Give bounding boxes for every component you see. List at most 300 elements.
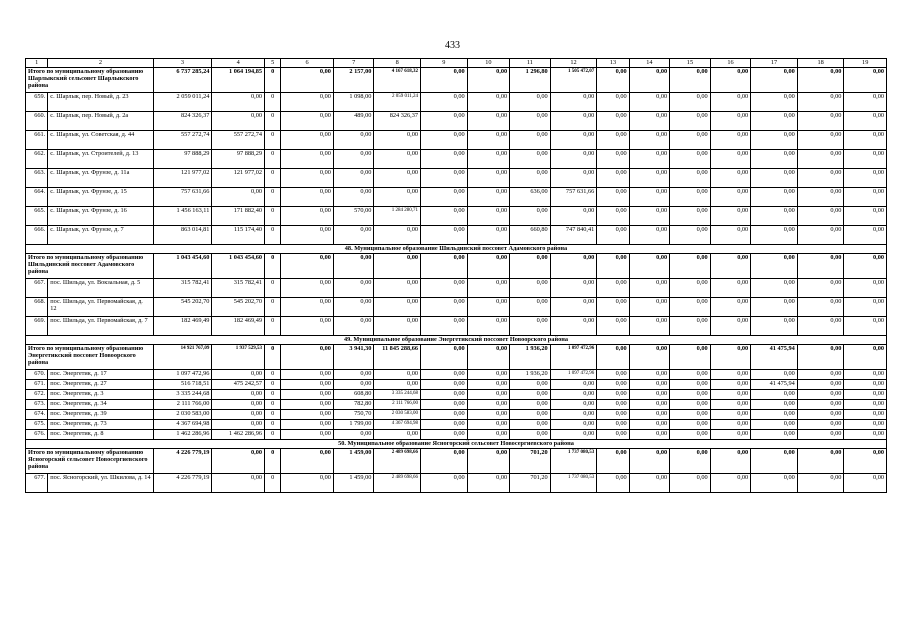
table-cell: 0,00 <box>374 254 421 279</box>
table-cell: 4 167 618,32 <box>374 68 421 93</box>
table-cell: 1 <box>26 59 48 68</box>
table-cell: Итого по муниципальному образованию Энергетикский поссовет Новоорского района <box>26 345 154 370</box>
table-cell: 0,00 <box>281 68 334 93</box>
table-cell: пос. Энергетик, д. 73 <box>48 420 153 430</box>
table-cell: 0,00 <box>844 68 887 93</box>
table-cell: 0,00 <box>597 254 629 279</box>
table-cell: 0,00 <box>710 380 751 390</box>
table-cell: 48. Муниципальное образование Шильдинский поссовет Адамовского района <box>26 245 887 254</box>
table-cell: 0,00 <box>510 207 551 226</box>
table-cell: 0,00 <box>374 131 421 150</box>
table-cell: пос. Энергетик, д. 39 <box>48 410 153 420</box>
table-cell: 0,00 <box>467 279 510 298</box>
table-cell: 0,00 <box>670 93 711 112</box>
table-cell: 3 335 244,68 <box>374 390 421 400</box>
table-cell: 0,00 <box>550 279 597 298</box>
table-cell: 701,20 <box>510 474 551 493</box>
table-cell: 0,00 <box>212 370 265 380</box>
table-cell: 0,00 <box>797 430 844 440</box>
table-row <box>26 317 887 336</box>
table-cell: 0,00 <box>550 207 597 226</box>
table-cell: 676. <box>26 430 48 440</box>
table-cell: 182 469,49 <box>212 317 265 336</box>
table-cell: 0,00 <box>510 400 551 410</box>
table-cell: 0,00 <box>333 430 374 440</box>
total-row <box>26 449 887 474</box>
table-cell: 1 937 529,53 <box>212 345 265 370</box>
table-cell: 0,00 <box>844 112 887 131</box>
table-cell: 0,00 <box>510 380 551 390</box>
table-cell: 0 <box>265 169 281 188</box>
table-cell: 0,00 <box>333 370 374 380</box>
table-cell: 0,00 <box>333 226 374 245</box>
table-cell: 0,00 <box>844 420 887 430</box>
table-cell: 0,00 <box>333 254 374 279</box>
table-cell: 50. Муниципальное образование Ясногорский сельсовет Новосергиевского района <box>26 440 887 449</box>
table-cell: 41 475,94 <box>751 345 798 370</box>
table-cell: с. Шарлык, ул. Советская, д. 44 <box>48 131 153 150</box>
table-cell: 0,00 <box>467 188 510 207</box>
table-cell: 0,00 <box>844 345 887 370</box>
table-cell: 0,00 <box>670 345 711 370</box>
table-cell: 0,00 <box>751 317 798 336</box>
table-cell: 0,00 <box>710 430 751 440</box>
table-cell: 0,00 <box>751 68 798 93</box>
table-cell: 0,00 <box>710 112 751 131</box>
table-cell: 0,00 <box>797 370 844 380</box>
table-cell: 0,00 <box>710 449 751 474</box>
table-row <box>26 420 887 430</box>
table-cell: 3 335 244,68 <box>153 390 212 400</box>
table-cell: 0,00 <box>797 254 844 279</box>
table-cell: 0,00 <box>844 430 887 440</box>
table-cell: 0,00 <box>281 400 334 410</box>
table-cell: 0,00 <box>510 112 551 131</box>
table-cell: 1 737 080,53 <box>550 474 597 493</box>
total-row <box>26 68 887 93</box>
table-cell: 10 <box>467 59 510 68</box>
table-cell: 0,00 <box>374 226 421 245</box>
table-cell: 0,00 <box>710 317 751 336</box>
table-cell: 0,00 <box>510 93 551 112</box>
table-cell: 0,00 <box>374 430 421 440</box>
table-row <box>26 279 887 298</box>
table-cell: 0,00 <box>629 390 670 400</box>
table-cell: 0,00 <box>421 370 468 380</box>
table-cell: 0,00 <box>670 400 711 410</box>
table-cell: с. Шарлык, пер. Новый, д. 23 <box>48 93 153 112</box>
table-cell: 1 936,20 <box>510 345 551 370</box>
table-cell: 757 631,66 <box>550 188 597 207</box>
table-cell: 0,00 <box>597 68 629 93</box>
table-cell: пос. Шильда, ул. Первомайская, д. 12 <box>48 298 153 317</box>
table-cell: 671. <box>26 380 48 390</box>
table-cell: 0,00 <box>421 131 468 150</box>
table-cell: 0,00 <box>510 430 551 440</box>
table-cell: 0,00 <box>550 112 597 131</box>
table-cell: 97 888,29 <box>153 150 212 169</box>
table-cell: 0,00 <box>374 169 421 188</box>
table-cell: 6 737 285,24 <box>153 68 212 93</box>
table-cell: 49. Муниципальное образование Энергетикский поссовет Новоорского района <box>26 336 887 345</box>
table-cell: 0,00 <box>421 400 468 410</box>
table-cell: 1 064 194,85 <box>212 68 265 93</box>
table-cell: 570,00 <box>333 207 374 226</box>
table-cell: с. Шарлык, ул. Фрунзе, д. 16 <box>48 207 153 226</box>
table-cell: 0,00 <box>550 380 597 390</box>
table-cell: 0 <box>265 390 281 400</box>
table-cell: 0 <box>265 345 281 370</box>
table-cell: 0,00 <box>670 68 711 93</box>
table-cell: 0,00 <box>797 345 844 370</box>
table-cell: 677. <box>26 474 48 493</box>
table-cell: 672. <box>26 390 48 400</box>
table-cell: 0,00 <box>797 68 844 93</box>
table-cell: 0,00 <box>467 150 510 169</box>
table-cell: 14 921 767,09 <box>153 345 212 370</box>
table-cell: 0,00 <box>421 420 468 430</box>
table-cell: 0,00 <box>844 188 887 207</box>
table-cell: 0,00 <box>844 449 887 474</box>
table-cell: 0,00 <box>467 317 510 336</box>
table-cell: 0 <box>265 380 281 390</box>
table-cell: 0,00 <box>751 449 798 474</box>
table-cell: 673. <box>26 400 48 410</box>
table-cell: 663. <box>26 169 48 188</box>
table-cell: 1 097 472,96 <box>550 345 597 370</box>
table-cell: 0 <box>265 370 281 380</box>
table-cell: 0,00 <box>844 207 887 226</box>
table-cell: 0,00 <box>421 474 468 493</box>
register-table <box>25 58 887 493</box>
table-cell: 0,00 <box>333 298 374 317</box>
table-cell: 0,00 <box>751 390 798 400</box>
table-cell: 0,00 <box>844 410 887 420</box>
table-cell: 0,00 <box>597 131 629 150</box>
table-cell: 0 <box>265 112 281 131</box>
table-cell: 475 242,57 <box>212 380 265 390</box>
table-cell: 17 <box>751 59 798 68</box>
table-cell: 674. <box>26 410 48 420</box>
table-cell: 0,00 <box>281 93 334 112</box>
table-cell: 0,00 <box>797 400 844 410</box>
table-cell: 0,00 <box>597 169 629 188</box>
table-cell: 1 043 454,60 <box>153 254 212 279</box>
table-cell: 0,00 <box>510 298 551 317</box>
table-cell: с. Шарлык, ул. Строителей, д. 13 <box>48 150 153 169</box>
table-row <box>26 390 887 400</box>
table-cell: 0,00 <box>467 449 510 474</box>
table-cell: 0,00 <box>710 226 751 245</box>
table-cell: 0,00 <box>629 298 670 317</box>
table-cell: 1 284 280,71 <box>374 207 421 226</box>
table-cell: 0,00 <box>550 298 597 317</box>
table-row <box>26 474 887 493</box>
table-cell: 0,00 <box>797 112 844 131</box>
table-cell: 0 <box>265 254 281 279</box>
table-cell: 1 456 163,11 <box>153 207 212 226</box>
table-cell: 0,00 <box>797 420 844 430</box>
table-cell: 701,20 <box>510 449 551 474</box>
table-cell: 19 <box>844 59 887 68</box>
table-cell: 0,00 <box>421 345 468 370</box>
table-cell: 0,00 <box>751 410 798 420</box>
table-cell: 0,00 <box>281 188 334 207</box>
table-row <box>26 380 887 390</box>
table-cell: 0,00 <box>751 254 798 279</box>
table-cell: 0,00 <box>670 390 711 400</box>
table-cell: 0,00 <box>550 390 597 400</box>
table-cell: 747 840,41 <box>550 226 597 245</box>
table-cell: с. Шарлык, ул. Фрунзе, д. 15 <box>48 188 153 207</box>
table-cell: 662. <box>26 150 48 169</box>
table-cell: 0,00 <box>844 400 887 410</box>
table-cell: 0,00 <box>421 317 468 336</box>
table-cell: 2 489 698,66 <box>374 474 421 493</box>
table-cell: 0,00 <box>281 226 334 245</box>
table-cell: 0,00 <box>467 390 510 400</box>
table-cell: 0,00 <box>421 93 468 112</box>
table-cell: 15 <box>670 59 711 68</box>
table-cell: 0,00 <box>467 207 510 226</box>
table-cell: 0,00 <box>467 370 510 380</box>
table-cell: 0,00 <box>281 370 334 380</box>
table-cell: 0,00 <box>597 207 629 226</box>
table-cell: 0,00 <box>797 207 844 226</box>
table-cell: 4 226 779,19 <box>153 449 212 474</box>
table-cell: 0,00 <box>333 317 374 336</box>
table-cell: 0,00 <box>629 449 670 474</box>
table-cell: 0,00 <box>550 430 597 440</box>
table-cell: 666. <box>26 226 48 245</box>
table-cell: 0,00 <box>597 298 629 317</box>
table-cell: 0,00 <box>751 131 798 150</box>
table-cell: 0,00 <box>467 131 510 150</box>
table-cell: 545 202,70 <box>153 298 212 317</box>
table-cell: 0,00 <box>597 345 629 370</box>
table-cell: 0,00 <box>421 410 468 420</box>
table-cell: 0,00 <box>629 68 670 93</box>
table-cell: 0,00 <box>844 298 887 317</box>
table-cell: 660. <box>26 112 48 131</box>
table-cell: 0,00 <box>374 188 421 207</box>
table-cell: 97 888,29 <box>212 150 265 169</box>
table-cell: 0,00 <box>710 150 751 169</box>
table-cell: 0 <box>265 317 281 336</box>
table-cell: 0,00 <box>467 254 510 279</box>
table-cell: 0,00 <box>281 131 334 150</box>
table-cell: 0,00 <box>710 390 751 400</box>
table-cell: 660,80 <box>510 226 551 245</box>
table-cell: 0,00 <box>670 150 711 169</box>
table-cell: 0,00 <box>629 169 670 188</box>
table-cell: 0,00 <box>629 474 670 493</box>
table-cell: 0,00 <box>670 430 711 440</box>
table-cell: 0,00 <box>421 169 468 188</box>
table-cell: 0,00 <box>467 410 510 420</box>
table-cell: 0,00 <box>281 390 334 400</box>
table-cell: 0,00 <box>797 449 844 474</box>
table-cell: 0,00 <box>751 169 798 188</box>
table-cell: с. Шарлык, пер. Новый, д. 2а <box>48 112 153 131</box>
table-cell: 0 <box>265 430 281 440</box>
table-cell: 0,00 <box>421 112 468 131</box>
table-cell: 0,00 <box>844 370 887 380</box>
table-cell: пос. Шильда, ул. Вокзальная, д. 5 <box>48 279 153 298</box>
table-cell: 0,00 <box>710 400 751 410</box>
table-cell: 0,00 <box>550 400 597 410</box>
table-cell: 1 505 472,07 <box>550 68 597 93</box>
table-cell: 489,00 <box>333 112 374 131</box>
table-cell: 0,00 <box>333 380 374 390</box>
table-cell: 0,00 <box>629 345 670 370</box>
table-cell: 2 <box>48 59 153 68</box>
table-cell: 0,00 <box>670 254 711 279</box>
table-cell: 171 882,40 <box>212 207 265 226</box>
table-cell: 0,00 <box>212 188 265 207</box>
table-cell: 0,00 <box>844 380 887 390</box>
table-cell: 0,00 <box>797 410 844 420</box>
table-cell: 0,00 <box>797 150 844 169</box>
table-cell: 9 <box>421 59 468 68</box>
table-cell: пос. Энергетик, д. 8 <box>48 430 153 440</box>
table-cell: 0,00 <box>629 188 670 207</box>
table-cell: 557 272,74 <box>153 131 212 150</box>
table-cell: 0,00 <box>844 390 887 400</box>
table-row <box>26 188 887 207</box>
table-cell: 0,00 <box>467 298 510 317</box>
table-cell: 0,00 <box>751 207 798 226</box>
table-cell: 0,00 <box>597 380 629 390</box>
table-cell: 0,00 <box>751 150 798 169</box>
table-cell: 0,00 <box>670 317 711 336</box>
table-cell: 661. <box>26 131 48 150</box>
table-cell: 0 <box>265 207 281 226</box>
table-cell: 0,00 <box>797 169 844 188</box>
table-cell: 0,00 <box>467 345 510 370</box>
table-cell: 0,00 <box>510 169 551 188</box>
table-cell: 0,00 <box>510 131 551 150</box>
table-cell: 0,00 <box>670 226 711 245</box>
table-row <box>26 400 887 410</box>
table-cell: 0,00 <box>333 150 374 169</box>
table-cell: 0 <box>265 474 281 493</box>
table-cell: 0,00 <box>629 410 670 420</box>
table-cell: 0 <box>265 420 281 430</box>
table-cell: 1 462 286,96 <box>153 430 212 440</box>
table-cell: 0,00 <box>710 410 751 420</box>
table-cell: 0,00 <box>281 112 334 131</box>
table-cell: 0,00 <box>281 430 334 440</box>
table-cell: 0,00 <box>670 112 711 131</box>
table-cell: Итого по муниципальному образованию Шарлыкский сельсовет Шарлыкского района <box>26 68 154 93</box>
table-cell: 668. <box>26 298 48 317</box>
table-cell: 0,00 <box>597 390 629 400</box>
table-cell: 0,00 <box>797 317 844 336</box>
table-cell: 3 941,30 <box>333 345 374 370</box>
table-row <box>26 93 887 112</box>
table-cell: 0,00 <box>421 188 468 207</box>
total-row <box>26 254 887 279</box>
table-cell: 16 <box>710 59 751 68</box>
table-cell: 0,00 <box>421 207 468 226</box>
table-cell: 0,00 <box>421 254 468 279</box>
table-cell: 0,00 <box>710 68 751 93</box>
table-cell: 0,00 <box>629 317 670 336</box>
table-cell: 121 977,02 <box>212 169 265 188</box>
table-cell: 0 <box>265 93 281 112</box>
table-cell: 0,00 <box>550 254 597 279</box>
table-cell: 0,00 <box>710 188 751 207</box>
table-cell: 0,00 <box>670 188 711 207</box>
table-cell: 0,00 <box>629 430 670 440</box>
table-cell: 0,00 <box>844 169 887 188</box>
table-cell: 669. <box>26 317 48 336</box>
table-cell: 557 272,74 <box>212 131 265 150</box>
table-cell: 0,00 <box>797 131 844 150</box>
table-cell: 0,00 <box>550 150 597 169</box>
table-cell: 0,00 <box>281 449 334 474</box>
table-cell: 0,00 <box>844 254 887 279</box>
table-cell: 545 202,70 <box>212 298 265 317</box>
table-cell: 18 <box>797 59 844 68</box>
table-cell: 0,00 <box>751 474 798 493</box>
table-cell: 0,00 <box>281 298 334 317</box>
table-cell: 0,00 <box>333 169 374 188</box>
table-cell: пос. Энергетик, д. 34 <box>48 400 153 410</box>
table-cell: 0 <box>265 298 281 317</box>
table-cell: 0,00 <box>597 112 629 131</box>
table-cell: 0,00 <box>597 474 629 493</box>
table-cell: 1 737 080,53 <box>550 449 597 474</box>
table-cell: 0,00 <box>212 93 265 112</box>
table-cell: 0,00 <box>670 370 711 380</box>
table-cell: 0,00 <box>797 279 844 298</box>
table-cell: 0,00 <box>467 68 510 93</box>
table-cell: 0,00 <box>797 93 844 112</box>
table-cell: 0,00 <box>751 279 798 298</box>
table-cell: 0,00 <box>281 410 334 420</box>
table-cell: 0,00 <box>374 380 421 390</box>
table-cell: 7 <box>333 59 374 68</box>
table-cell: 0,00 <box>212 112 265 131</box>
table-cell: 667. <box>26 279 48 298</box>
table-cell: 0,00 <box>597 370 629 380</box>
table-cell: 0,00 <box>751 298 798 317</box>
table-cell: 1 459,00 <box>333 474 374 493</box>
table-cell: 0,00 <box>597 317 629 336</box>
section-heading-row <box>26 336 887 345</box>
table-cell: 750,70 <box>333 410 374 420</box>
table-cell: 0,00 <box>797 226 844 245</box>
table-cell: 0,00 <box>751 400 798 410</box>
table-cell: 0,00 <box>597 400 629 410</box>
table-cell: 0,00 <box>467 93 510 112</box>
table-cell: 0,00 <box>421 68 468 93</box>
table-cell: 0,00 <box>710 131 751 150</box>
table-cell: 636,00 <box>510 188 551 207</box>
table-cell: 0,00 <box>844 131 887 150</box>
table-cell: 0,00 <box>670 474 711 493</box>
table-cell: 0,00 <box>510 410 551 420</box>
table-cell: 0,00 <box>797 474 844 493</box>
table-cell: 0,00 <box>550 410 597 420</box>
table-cell: пос. Энергетик, д. 17 <box>48 370 153 380</box>
table-cell: 2 111 766,00 <box>153 400 212 410</box>
table-cell: 516 718,51 <box>153 380 212 390</box>
table-cell: 0 <box>265 226 281 245</box>
table-cell: 0,00 <box>467 380 510 390</box>
